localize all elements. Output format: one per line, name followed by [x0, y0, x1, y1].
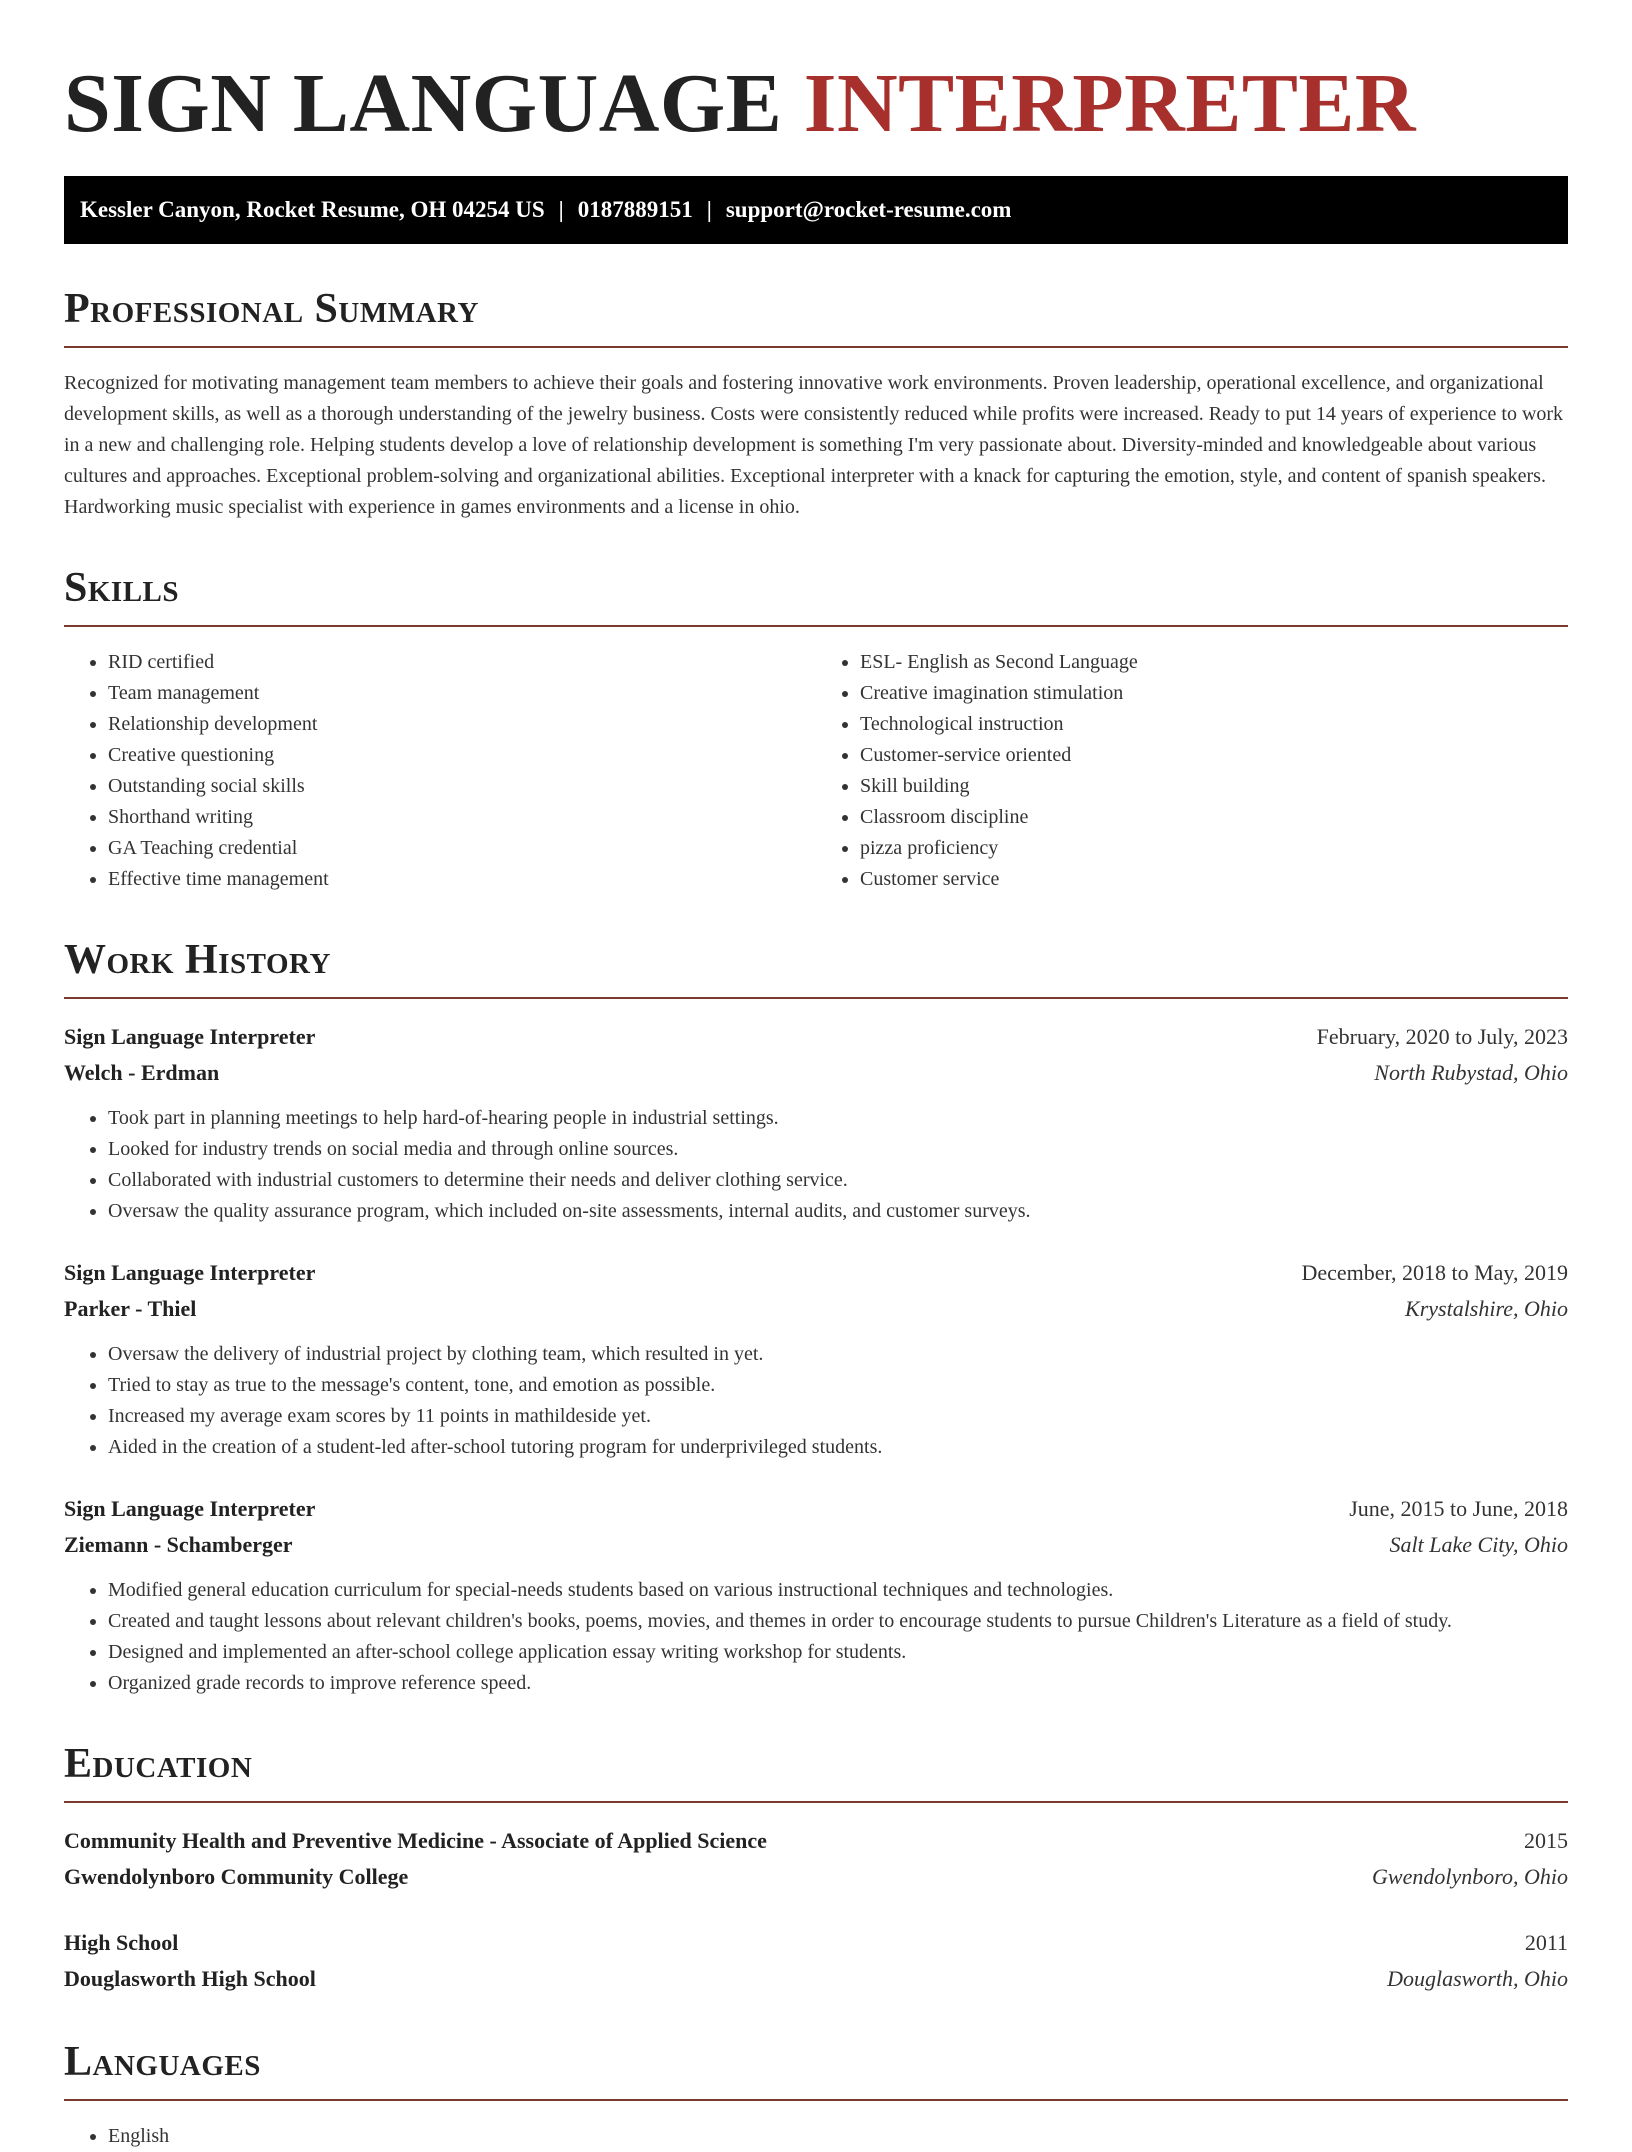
education-entry-subheader — [64, 1961, 1568, 1997]
job-bullets — [64, 1339, 1568, 1463]
section-divider — [64, 997, 1568, 999]
job-bullet: • Increased my average exam scores by 11 points in mathildeside yet. — [108, 1401, 1568, 1432]
education-entry — [64, 1925, 1568, 1997]
education-location: Gwendolynboro, Ohio — [1372, 1864, 1568, 1889]
education-year: 2011 — [1524, 1930, 1568, 1955]
work-entry-subheader — [64, 1291, 1568, 1327]
job-bullet: • Oversaw the delivery of industrial project by clothing team, which resulted in yet. — [108, 1339, 1568, 1370]
job-location: Krystalshire, Ohio — [1405, 1296, 1568, 1321]
work-entry — [64, 1255, 1568, 1463]
education-entry — [64, 1823, 1568, 1895]
job-bullet: • Aided in the creation of a student-led after-school tutoring program for underprivileged students. — [108, 1432, 1568, 1463]
contact-bar — [64, 176, 1568, 244]
work-history-section — [64, 935, 1568, 1699]
skill-item: • Team management — [108, 678, 816, 709]
education-year: 2015 — [1524, 1828, 1568, 1853]
job-dates: June, 2015 to June, 2018 — [1349, 1496, 1568, 1521]
skills-grid — [64, 647, 1568, 895]
work-entry-subheader — [64, 1527, 1568, 1563]
job-company: Welch - Erdman — [64, 1060, 220, 1085]
work-entry-header — [64, 1255, 1568, 1291]
skills-column-right — [816, 647, 1568, 895]
education-school: Douglasworth High School — [64, 1966, 316, 1991]
professional-summary-section — [64, 284, 1568, 523]
job-bullet: • Took part in planning meetings to help hard-of-hearing people in industrial settings. — [108, 1103, 1568, 1134]
skill-item: • Effective time management — [108, 864, 816, 895]
job-bullet: • Tried to stay as true to the message's content, tone, and emotion as possible. — [108, 1370, 1568, 1401]
contact-separator: | — [706, 197, 712, 222]
job-role: Sign Language Interpreter — [64, 1024, 316, 1049]
contact-email[interactable]: support@rocket-resume.com — [725, 197, 1012, 222]
name-part-primary: SIGN LANGUAGE — [64, 57, 783, 150]
skill-item: • Shorthand writing — [108, 802, 816, 833]
education-location: Douglasworth, Ohio — [1387, 1966, 1568, 1991]
contact-separator: | — [558, 197, 564, 222]
job-company: Ziemann - Schamberger — [64, 1532, 293, 1557]
name-part-accent: INTERPRETER — [803, 57, 1417, 150]
section-divider — [64, 625, 1568, 627]
job-bullet: • Modified general education curriculum for special-needs students based on various instructional techniques and technologies. — [108, 1575, 1568, 1606]
skills-column-left — [64, 647, 816, 895]
section-title-languages: Languages — [64, 2039, 261, 2085]
skill-item: • ESL- English as Second Language — [860, 647, 1568, 678]
skills-section — [64, 563, 1568, 895]
work-entry — [64, 1491, 1568, 1699]
job-bullet: • Oversaw the quality assurance program, which included on-site assessments, internal audits, and customer surveys. — [108, 1196, 1568, 1227]
job-location: Salt Lake City, Ohio — [1389, 1532, 1568, 1557]
education-degree: Community Health and Preventive Medicine - Associate of Applied Science — [64, 1828, 767, 1853]
skill-item: • Customer-service oriented — [860, 740, 1568, 771]
language-item: • English — [108, 2121, 1568, 2152]
section-title-summary: Professional Summary — [64, 286, 479, 332]
education-entry-header — [64, 1925, 1568, 1961]
job-bullet: • Created and taught lessons about relevant children's books, poems, movies, and themes in order to encourage students to pursue Children's Literature as a field of study. — [108, 1606, 1568, 1637]
job-bullet: • Looked for industry trends on social media and through online sources. — [108, 1134, 1568, 1165]
job-bullet: • Collaborated with industrial customers to determine their needs and deliver clothing service. — [108, 1165, 1568, 1196]
education-school: Gwendolynboro Community College — [64, 1864, 409, 1889]
skill-item: • pizza proficiency — [860, 833, 1568, 864]
job-bullets — [64, 1103, 1568, 1227]
contact-address: Kessler Canyon, Rocket Resume, OH 04254 US — [80, 197, 545, 222]
skill-item: • Skill building — [860, 771, 1568, 802]
job-role: Sign Language Interpreter — [64, 1496, 316, 1521]
education-section — [64, 1739, 1568, 1997]
section-divider — [64, 346, 1568, 348]
skill-item: • Outstanding social skills — [108, 771, 816, 802]
work-entry-subheader — [64, 1055, 1568, 1091]
section-divider — [64, 1801, 1568, 1803]
skill-item: • Customer service — [860, 864, 1568, 895]
job-location: North Rubystad, Ohio — [1374, 1060, 1568, 1085]
skill-item: • Classroom discipline — [860, 802, 1568, 833]
languages-list — [64, 2121, 1568, 2152]
resume-name-title — [64, 0, 1568, 150]
summary-text: Recognized for motivating management team members to achieve their goals and fostering innovative work environments. Proven leadership, operational excellence, and organizational development skills, as well as a thorough understanding of the jewelry business. Costs were consistently reduced while profits were increased. Ready to put 14 years of experience to work in a new and challenging role. Helping students develop a love of relationship development is something I'm very passionate about. Diversity-minded and knowledgeable about various cultures and approaches. Exceptional problem-solving and organizational abilities. Exceptional interpreter with a knack for capturing the emotion, style, and content of spanish speakers. Hardworking music specialist with experience in games environments and a license in ohio. — [64, 372, 1564, 518]
job-dates: February, 2020 to July, 2023 — [1316, 1024, 1568, 1049]
skill-item: • GA Teaching credential — [108, 833, 816, 864]
skill-item: • Technological instruction — [860, 709, 1568, 740]
skill-item: • RID certified — [108, 647, 816, 678]
work-entry-header — [64, 1491, 1568, 1527]
job-bullet: • Organized grade records to improve reference speed. — [108, 1668, 1568, 1699]
contact-phone: 0187889151 — [577, 197, 693, 222]
section-title-education: Education — [64, 1741, 253, 1787]
section-divider — [64, 2099, 1568, 2101]
skill-item: • Relationship development — [108, 709, 816, 740]
job-company: Parker - Thiel — [64, 1296, 197, 1321]
education-degree: High School — [64, 1930, 179, 1955]
job-bullet: • Designed and implemented an after-school college application essay writing workshop for students. — [108, 1637, 1568, 1668]
languages-section — [64, 2037, 1568, 2152]
skill-item: • Creative imagination stimulation — [860, 678, 1568, 709]
education-entry-subheader — [64, 1859, 1568, 1895]
section-title-work-history: Work History — [64, 937, 331, 983]
job-role: Sign Language Interpreter — [64, 1260, 316, 1285]
skill-item: • Creative questioning — [108, 740, 816, 771]
job-bullets — [64, 1575, 1568, 1699]
work-entry — [64, 1019, 1568, 1227]
job-dates: December, 2018 to May, 2019 — [1301, 1260, 1568, 1285]
section-title-skills: Skills — [64, 565, 180, 611]
education-entry-header — [64, 1823, 1568, 1859]
work-entry-header — [64, 1019, 1568, 1055]
